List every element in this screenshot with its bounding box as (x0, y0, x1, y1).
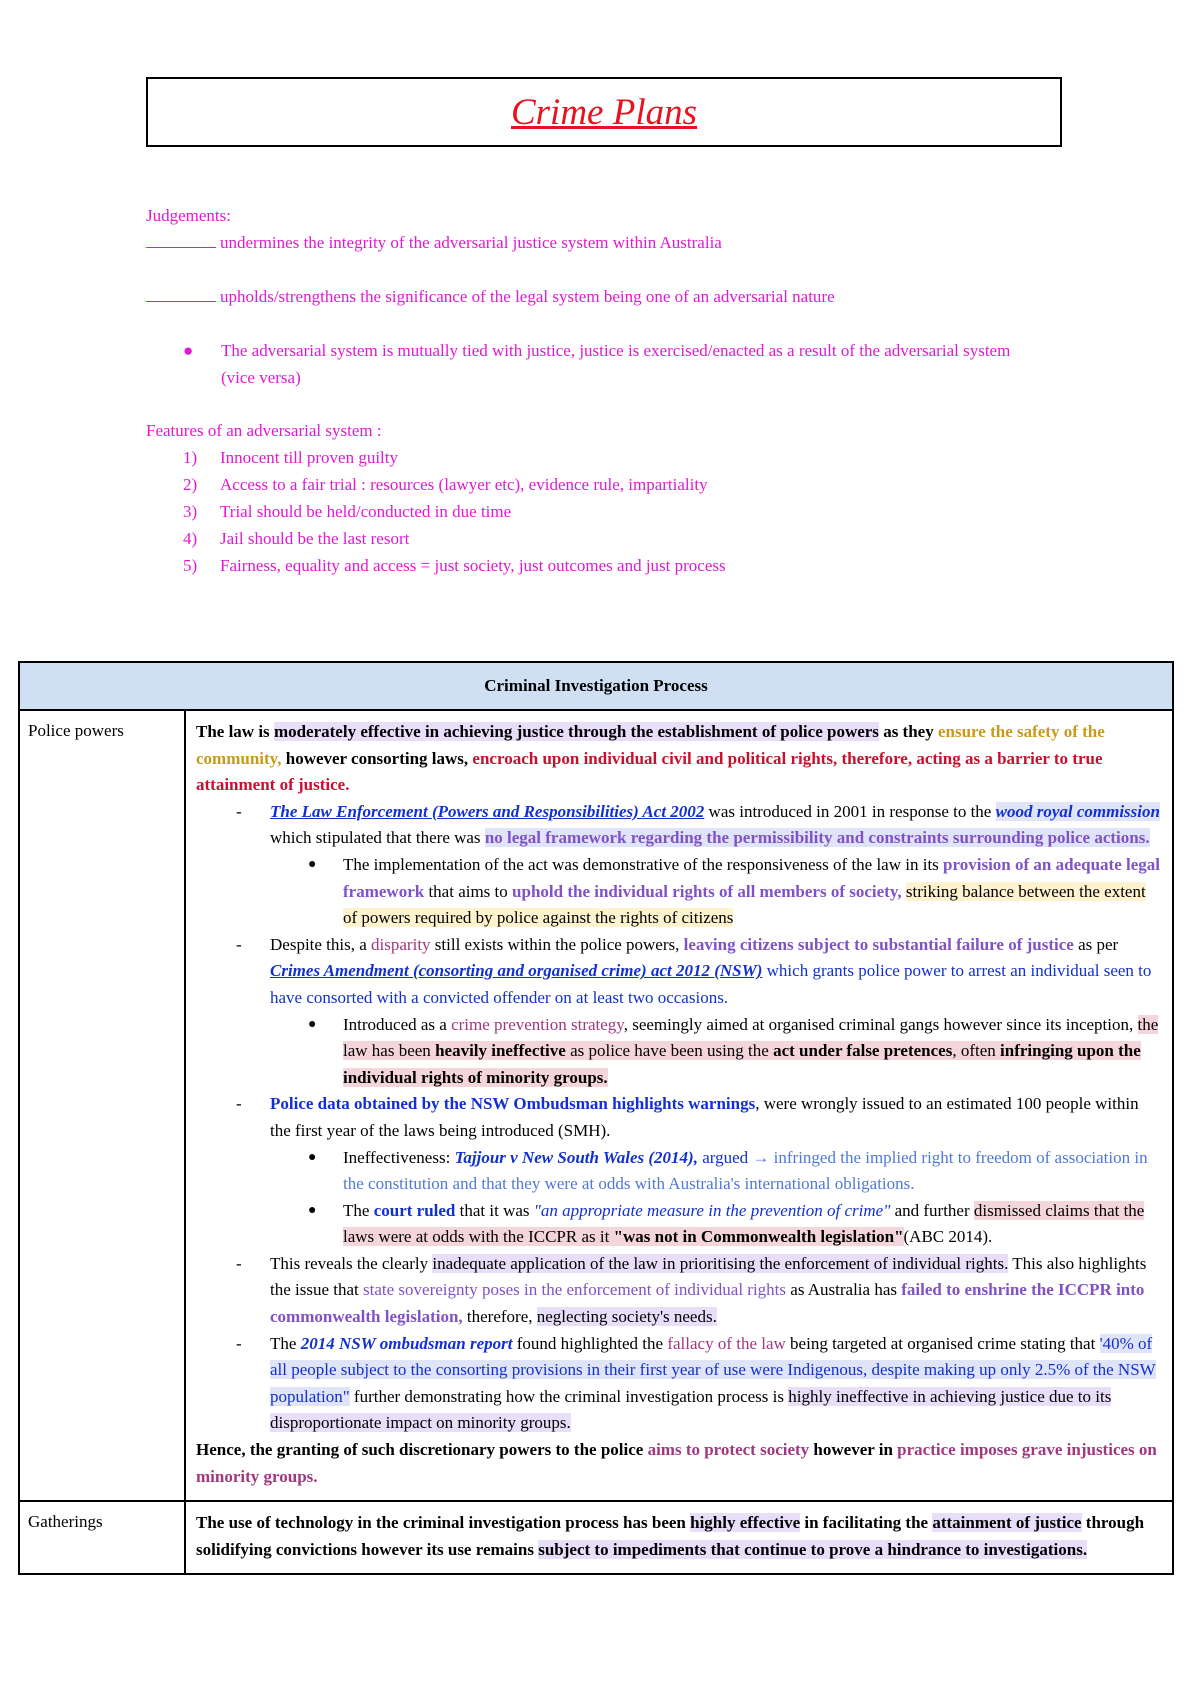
features-heading: Features of an adversarial system : (146, 421, 382, 440)
bullet-icon: ● (183, 341, 194, 360)
bullet-icon: ● (308, 1016, 317, 1032)
bullet-icon: ● (308, 1149, 317, 1165)
judgement-line-2: upholds/strengthens the significance of the legal system being one of an adversarial nature (146, 287, 835, 307)
bullet-item: ● Ineffectiveness: Tajjour v New South Wales (2014), argued → infringed the implied right to freedom of association in the constitution and that they were at odds with Australia's international obligations. (196, 1145, 1162, 1198)
features-list (183, 444, 726, 579)
table-row (19, 710, 1173, 1501)
row-label-police-powers: Police powers (19, 710, 185, 1501)
list-item: 1) Innocent till proven guilty (183, 448, 398, 467)
police-powers-content (185, 710, 1173, 1501)
gatherings-content: The use of technology in the criminal investigation process has been highly effective in facilitating the attainment of justice through solidifying convictions however its use remains subject to impediments that continue to prove a hindrance to investigations. (185, 1501, 1173, 1574)
criminal-investigation-table (18, 661, 1174, 1575)
list-item: 3) Trial should be held/conducted in due time (183, 502, 512, 521)
paragraph: The law is moderately effective in achieving justice through the establishment of police powers as they ensure the safety of the community, however consorting laws, encroach upon individual civil and political rights, therefore, acting as a barrier to true attainment of justice. (196, 722, 1105, 795)
bullet-item: ● The court ruled that it was "an appropriate measure in the prevention of crime" and further dismissed claims that the laws were at odds with the ICCPR as it "was not in Commonwealth legislation"(ABC 2014). (196, 1198, 1162, 1251)
list-item: 2) Access to a fair trial : resources (lawyer etc), evidence rule, impartiality (183, 475, 708, 494)
list-item: 5) Fairness, equality and access = just society, just outcomes and just process (183, 556, 726, 575)
title-box (146, 77, 1062, 147)
dash-item: - The 2014 NSW ombudsman report found highlighted the fallacy of the law being targeted at organised crime stating that '40% of all people subject to the consorting provisions in their first year of use were Indigenous, despite making up only 2.5% of the NSW population" further demonstrating how the criminal investigation process is highly ineffective in achieving justice due to its disproportionate impact on minority groups. (236, 1333, 1156, 1433)
row-label-gatherings: Gatherings (19, 1501, 185, 1574)
judgements-heading: Judgements: (146, 206, 231, 225)
blank-line (146, 287, 216, 302)
table-row (19, 1501, 1173, 1574)
paragraph: Hence, the granting of such discretionary powers to the police aims to protect society however in practice imposes grave injustices on minority groups. (196, 1440, 1157, 1486)
bullet-item: ● The implementation of the act was demonstrative of the responsiveness of the law in its provision of an adequate legal framework that aims to uphold the individual rights of all members of society, striking balance between the extent of powers required by police against the rights of citizens (196, 852, 1162, 932)
blank-line (146, 233, 216, 248)
bullet-icon: ● (308, 1202, 317, 1218)
judgement-line-1: undermines the integrity of the adversarial justice system within Australia (146, 233, 722, 253)
page-title: Crime Plans (510, 91, 698, 133)
table-header: Criminal Investigation Process (19, 662, 1173, 710)
dash-item: - Police data obtained by the NSW Ombudsman highlights warnings, were wrongly issued to an estimated 100 people within the first year of the laws being introduced (SMH). (236, 1094, 1139, 1140)
dash-item: - Despite this, a disparity still exists within the police powers, leaving citizens subject to substantial failure of justice as per Crimes Amendment (consorting and organised crime) act 2012 (NSW) which grants police power to arrest an individual seen to have consorted with a convicted offender on at least two occasions. (236, 934, 1152, 1007)
judgement-bullet: ● The adversarial system is mutually tied with justice, justice is exercised/enacted as a result of the adversarial system (vice versa) (183, 337, 1013, 391)
bullet-item: ● Introduced as a crime prevention strategy, seemingly aimed at organised criminal gangs however since its inception, the law has been heavily ineffective as police have been using the act under false pretences, often infringing upon the individual rights of minority groups. (196, 1012, 1162, 1092)
bullet-icon: ● (308, 856, 317, 872)
dash-item: - This reveals the clearly inadequate application of the law in prioritising the enforcement of individual rights. This also highlights the issue that state sovereignty poses in the enforcement of individual rights as Australia has failed to enshrine the ICCPR into commonwealth legislation, therefore, neglecting society's needs. (236, 1253, 1147, 1327)
dash-item: - The Law Enforcement (Powers and Responsibilities) Act 2002 was introduced in 2001 in response to the wood royal commission which stipulated that there was no legal framework regarding the permissibility and constraints surrounding police actions. (236, 801, 1160, 848)
list-item: 4) Jail should be the last resort (183, 529, 410, 548)
